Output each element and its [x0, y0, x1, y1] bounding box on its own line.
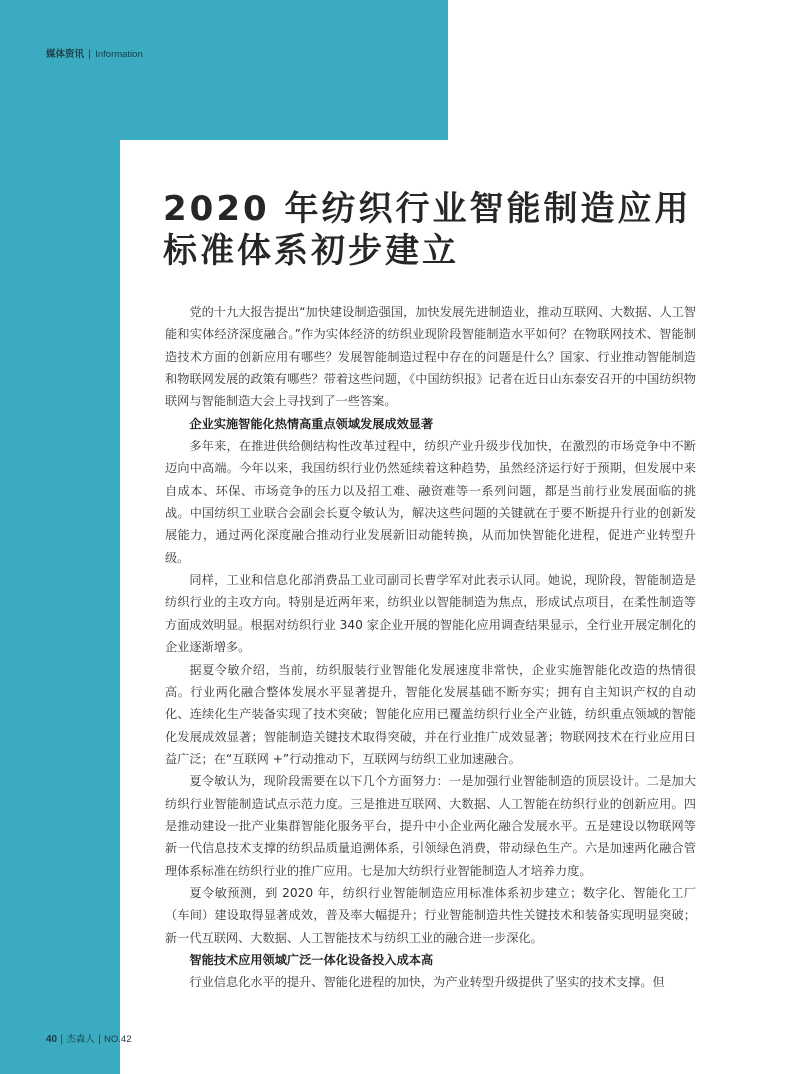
paragraph-2: 多年来，在推进供给侧结构性改革过程中，纺织产业升级步伐加快，在激烈的市场竞争中不断迈向中高端。今年以来，我国纺织行业仍然延续着这种趋势，虽然经济运行好于预期，但发展中来自成本、环保、市场竞争的压力以及招工难、融资难等一系列问题，都是当前行业发展面临的挑战。中国纺织工业联合会副会长夏令敏认为，解决这些问题的关键就在于要不断提升行业的创新发展能力，通过两化深度融合推动行业发展新旧动能转换，从而加快智能化进程，促进产业转型升级。 — [165, 439, 696, 565]
paragraph-intro: 党的十九大报告提出“加快建设制造强国，加快发展先进制造业，推动互联网、大数据、人工智能和实体经济深度融合。”作为实体经济的纺织业现阶段智能制造水平如何？在物联网技术、智能制造技术方面的创新应用有哪些？发展智能制造过程中存在的问题是什么？国家、行业推动智能制造和物联网发展的政策有哪些？带着这些问题，《中国纺织报》记者在近日山东泰安召开的中国纺织物联网与智能制造大会上寻找到了一些答案。 — [165, 305, 696, 409]
paragraph-6: 夏令敏预测，到 2020 年，纺织行业智能制造应用标准体系初步建立；数字化、智能化工厂（车间）建设取得显著成效，普及率大幅提升；行业智能制造共性关键技术和装备实现明显突破；新一代互联网、大数据、人工智能技术与纺织工业的融合进一步深化。 — [165, 885, 696, 945]
paragraph-7: 行业信息化水平的提升、智能化进程的加快，为产业转型升级提供了坚实的技术支撑。但 — [189, 975, 665, 990]
section-label-en: Information — [95, 49, 143, 60]
title-line-2: 标准体系初步建立 — [163, 231, 459, 271]
subheading-2: 智能技术应用领域广泛一体化设备投入成本高 — [189, 952, 434, 967]
subheading-1: 企业实施智能化热情高重点领域发展成效显著 — [189, 416, 434, 431]
title-line-1: 2020 年纺织行业智能制造应用 — [163, 189, 692, 229]
section-label-zh: 媒体资讯 — [46, 49, 85, 60]
footer-separator-2: | — [97, 1034, 102, 1045]
paragraph-5: 夏令敏认为，现阶段需要在以下几个方面努力：一是加强行业智能制造的顶层设计。二是加大纺织行业智能制造试点示范力度。三是推进互联网、大数据、人工智能在纺织行业的创新应用。四是推动建设一批产业集群智能化服务平台，提升中小企业两化融合发展水平。五是建设以物联网等新一代信息技术支撑的纺织品质量追溯体系，引领绿色消费，带动绿色生产。六是加速两化融合管理体系标准在纺织行业的推广应用。七是加大纺织行业智能制造人才培养力度。 — [165, 774, 696, 878]
header-separator: | — [88, 49, 92, 60]
issue-number: NO.42 — [104, 1034, 132, 1045]
page-number: 40 — [46, 1034, 58, 1045]
section-header — [46, 46, 143, 60]
magazine-name: 杰森人 — [66, 1034, 95, 1045]
article-body — [165, 301, 696, 994]
paragraph-4: 据夏令敏介绍，当前，纺织服装行业智能化发展速度非常快，企业实施智能化改造的热情很高。行业两化融合整体发展水平显著提升，智能化发展基础不断夯实；拥有自主知识产权的自动化、连续化生产装备实现了技术突破；智能化应用已覆盖纺织行业全产业链，纺织重点领域的智能化发展成效显著；智能制造关键技术取得突破，并在行业推广成效显著；物联网技术在行业应用日益广泛；在“互联网 +”行动推动下，互联网与纺织工业加速融合。 — [165, 662, 696, 766]
article-title — [163, 188, 763, 272]
paragraph-3: 同样，工业和信息化部消费品工业司副司长曹学军对此表示认同。她说，现阶段，智能制造是纺织行业的主攻方向。特别是近两年来，纺织业以智能制造为焦点，形成试点项目，在柔性制造等方面成效明显。根据对纺织行业 340 家企业开展的智能化应用调查结果显示，全行业开展定制化的企业逐渐增多。 — [165, 573, 696, 655]
page-footer — [46, 1031, 132, 1045]
footer-separator-1: | — [60, 1034, 64, 1045]
